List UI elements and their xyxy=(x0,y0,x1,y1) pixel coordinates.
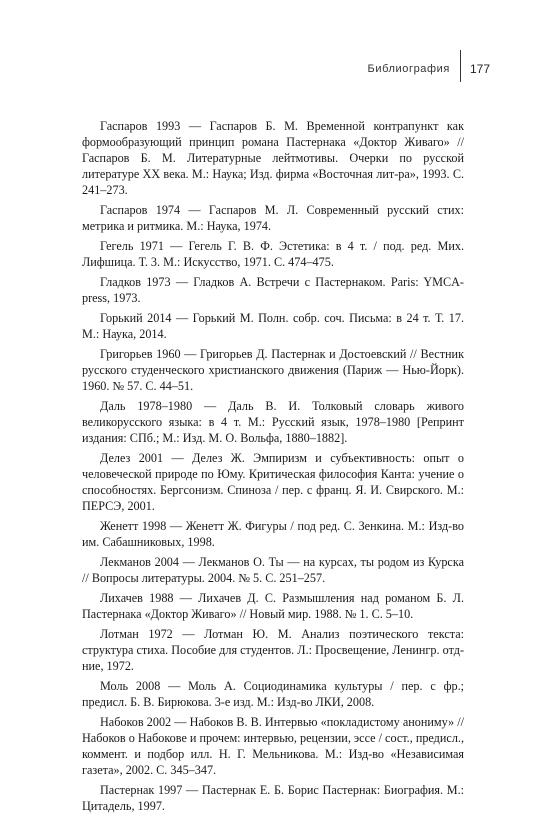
bibliography-entry: Гладков 1973 — Гладков А. Встречи с Пастернаком. Paris: YMCA-press, 1973. xyxy=(82,275,464,305)
bibliography-entry: Моль 2008 — Моль А. Социодинамика культуры / пер. с фр.; предисл. Б. В. Бирюкова. 3-е изд. М.: Изд-во ЛКИ, 2008. xyxy=(82,679,464,709)
bibliography-entry: Гегель 1971 — Гегель Г. В. Ф. Эстетика: в 4 т. / под. ред. Мих. Лифшица. Т. 3. М.: Искусство, 1971. С. 474–475. xyxy=(82,239,464,269)
bibliography-list xyxy=(82,118,464,818)
bibliography-entry: Григорьев 1960 — Григорьев Д. Пастернак и Достоевский // Вестник русского студенческого христианского движения (Париж — Нью-Йорк). 1960. № 57. С. 44–51. xyxy=(82,347,464,393)
bibliography-entry: Делез 2001 — Делез Ж. Эмпиризм и субъективность: опыт о человеческой природе по Юму. Критическая философия Канта: учение о способностях. Бергсонизм. Спиноза / пер. с франц. Я. И. Свирского. М.: ПЕРСЭ, 2001. xyxy=(82,451,464,513)
running-head: Библиография xyxy=(367,63,450,75)
bibliography-entry: Женетт 1998 — Женетт Ж. Фигуры / под ред. С. Зенкина. М.: Изд-во им. Сабашниковых, 1998. xyxy=(82,519,464,549)
page-header xyxy=(368,56,490,82)
page-number: 177 xyxy=(469,62,490,76)
bibliography-entry: Лихачев 1988 — Лихачев Д. С. Размышления над романом Б. Л. Пастернака «Доктор Живаго» // Новый мир. 1988. № 1. С. 5–10. xyxy=(82,591,464,621)
bibliography-entry: Гаспаров 1974 — Гаспаров М. Л. Современный русский стих: метрика и ритмика. М.: Наука, 1974. xyxy=(82,203,464,233)
bibliography-entry: Пастернак 1997 — Пастернак Е. Б. Борис Пастернак: Биография. М.: Цитадель, 1997. xyxy=(82,783,464,813)
bibliography-entry: Набоков 2002 — Набоков В. В. Интервью «покладистому анониму» // Набоков о Набокове и прочем: интервью, рецензии, эссе / сост., предисл., коммент. и подбор илл. Н. Г. Мельникова. М.: Изд-во «Независимая газета», 2002. С. 345–347. xyxy=(82,715,464,777)
bibliography-entry: Гаспаров 1993 — Гаспаров Б. М. Временной контрапункт как формообразующий принцип романа Пастернака «Доктор Живаго» // Гаспаров Б. М. Литературные лейтмотивы. Очерки по русской литературе XX века. М.: Наука; Изд. фирма «Восточная лит-ра», 1993. С. 241–273. xyxy=(82,119,464,197)
bibliography-entry: Даль 1978–1980 — Даль В. И. Толковый словарь живого великорусского языка: в 4 т. М.: Русский язык, 1978–1980 [Репринт издания: СПб.; М.: Изд. М. О. Вольфа, 1880–1882]. xyxy=(82,399,464,445)
bibliography-entry: Лотман 1972 — Лотман Ю. М. Анализ поэтического текста: структура стиха. Пособие для студентов. Л.: Просвещение, Ленингр. отд-ние, 1972. xyxy=(82,627,464,673)
bibliography-entry: Горький 2014 — Горький М. Полн. собр. соч. Письма: в 24 т. Т. 17. М.: Наука, 2014. xyxy=(82,311,464,341)
bibliography-entry: Лекманов 2004 — Лекманов О. Ты — на курсах, ты родом из Курска // Вопросы литературы. 2004. № 5. С. 251–257. xyxy=(82,555,464,585)
